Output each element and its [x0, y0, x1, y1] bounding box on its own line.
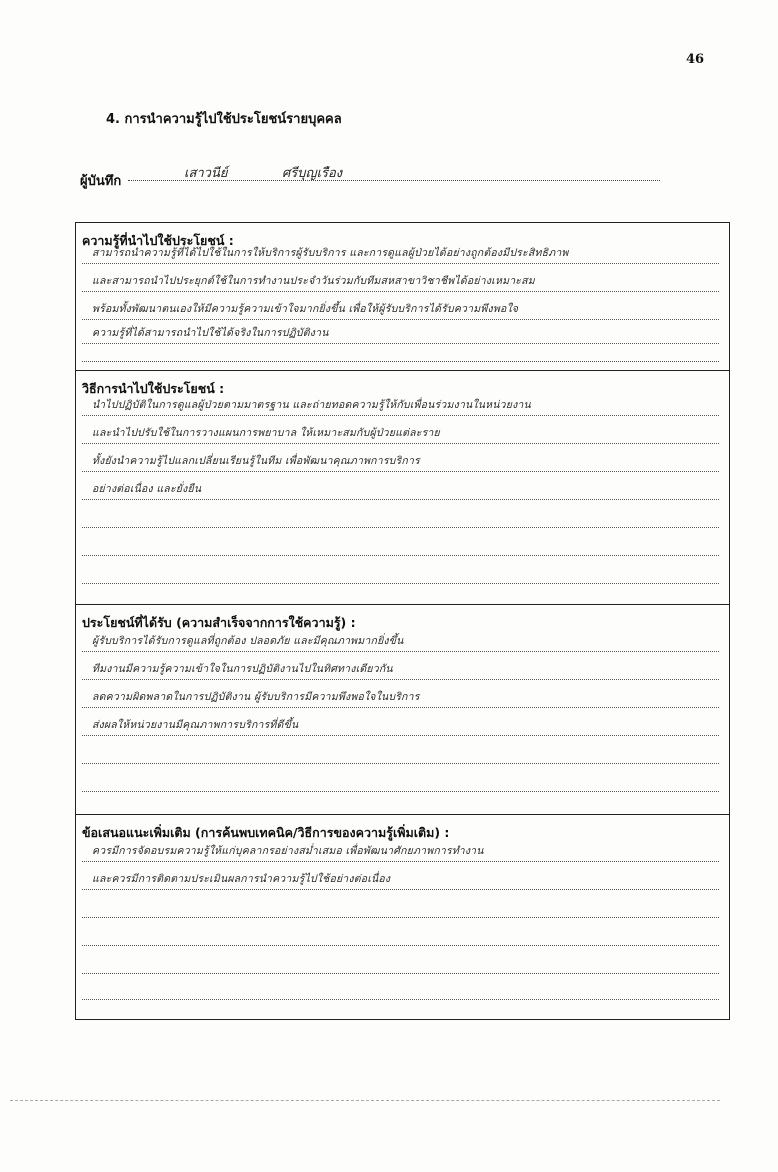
- section-suggestions: [76, 815, 729, 1019]
- handwritten-text: และควรมีการติดตามประเมินผลการนำความรู้ไปใช้อย่างต่อเนื่อง: [92, 873, 391, 885]
- text-line: [82, 419, 719, 444]
- text-line: [82, 739, 719, 764]
- handwritten-text: พร้อมทั้งพัฒนาตนเองให้มีความรู้ความเข้าใจมากยิ่งขึ้น เพื่อให้ผู้รับบริการได้รับความพึงพอใจ: [92, 303, 519, 315]
- text-line: [82, 893, 719, 918]
- text-line: [82, 337, 719, 362]
- section-heading: ข้อเสนอแนะเพิ่มเติม (การค้นพบเทคนิค/วิธีการของความรู้เพิ่มเติม) :: [82, 825, 450, 840]
- text-line: [82, 627, 719, 652]
- text-line: [82, 503, 719, 528]
- text-line: [82, 475, 719, 500]
- text-line: [82, 683, 719, 708]
- text-line: [82, 559, 719, 584]
- text-line: [82, 767, 719, 792]
- section-heading: ประโยชน์ที่ได้รับ (ความสำเร็จจากการใช้ความรู้) :: [82, 615, 356, 630]
- text-line: [82, 865, 719, 890]
- section-heading: วิธีการนำไปใช้ประโยชน์ :: [82, 381, 225, 396]
- handwritten-text: ทั้งยังนำความรู้ไปแลกเปลี่ยนเรียนรู้ในทีม เพื่อพัฒนาคุณภาพการบริการ: [92, 455, 420, 467]
- text-line: [82, 975, 719, 1000]
- text-line: [82, 391, 719, 416]
- recorder-first-name: เสาวนีย์: [184, 166, 228, 181]
- text-line: [82, 837, 719, 862]
- handwritten-text: ความรู้ที่ได้สามารถนำไปใช้ได้จริงในการปฏิบัติงาน: [92, 327, 329, 339]
- handwritten-text: อย่างต่อเนื่อง และยั่งยืน: [92, 483, 202, 495]
- text-line: [82, 655, 719, 680]
- handwritten-text: ผู้รับบริการได้รับการดูแลที่ถูกต้อง ปลอดภัย และมีคุณภาพมากยิ่งขึ้น: [92, 635, 404, 647]
- recorder-label: ผู้บันทึก: [80, 174, 122, 189]
- text-line: [82, 267, 719, 292]
- form-box: [75, 222, 730, 1020]
- text-line: [82, 711, 719, 736]
- handwritten-text: นำไปปฏิบัติในการดูแลผู้ป่วยตามมาตรฐาน และถ่ายทอดความรู้ให้กับเพื่อนร่วมงานในหน่วยงาน: [92, 399, 531, 411]
- scan-edge-line: [10, 1100, 720, 1101]
- text-line: [82, 949, 719, 974]
- text-line: [82, 295, 719, 320]
- handwritten-text: สามารถนำความรู้ที่ได้ไปใช้ในการให้บริการผู้รับบริการ และการดูแลผู้ป่วยได้อย่างถูกต้องมีประสิทธิภาพ: [92, 247, 569, 259]
- page-number: 46: [686, 52, 705, 67]
- handwritten-text: ทีมงานมีความรู้ความเข้าใจในการปฏิบัติงานไปในทิศทางเดียวกัน: [92, 663, 393, 675]
- handwritten-text: และสามารถนำไปประยุกต์ใช้ในการทำงานประจำวันร่วมกับทีมสหสาขาวิชาชีพได้อย่างเหมาะสม: [92, 275, 535, 287]
- section-benefits: [76, 605, 729, 815]
- text-line: [82, 239, 719, 264]
- handwritten-text: และนำไปปรับใช้ในการวางแผนการพยาบาล ให้เหมาะสมกับผู้ป่วยแต่ละราย: [92, 427, 440, 439]
- handwritten-text: ลดความผิดพลาดในการปฏิบัติงาน ผู้รับบริการมีความพึงพอใจในบริการ: [92, 691, 420, 703]
- section-heading: ความรู้ที่นำไปใช้ประโยชน์ :: [82, 233, 234, 248]
- recorder-field: [80, 164, 660, 188]
- handwritten-text: ส่งผลให้หน่วยงานมีคุณภาพการบริการที่ดีขึ้น: [92, 719, 299, 731]
- recorder-last-name: ศรีบุญเรือง: [282, 166, 343, 181]
- handwritten-text: ควรมีการจัดอบรมความรู้ให้แก่บุคลากรอย่างสม่ำเสมอ เพื่อพัฒนาศักยภาพการทำงาน: [92, 845, 484, 857]
- section-title: 4. การนำความรู้ไปใช้ประโยชน์รายบุคคล: [106, 112, 342, 127]
- text-line: [82, 531, 719, 556]
- section-application-method: [76, 371, 729, 605]
- text-line: [82, 921, 719, 946]
- section-knowledge-used: [76, 223, 729, 371]
- text-line: [82, 447, 719, 472]
